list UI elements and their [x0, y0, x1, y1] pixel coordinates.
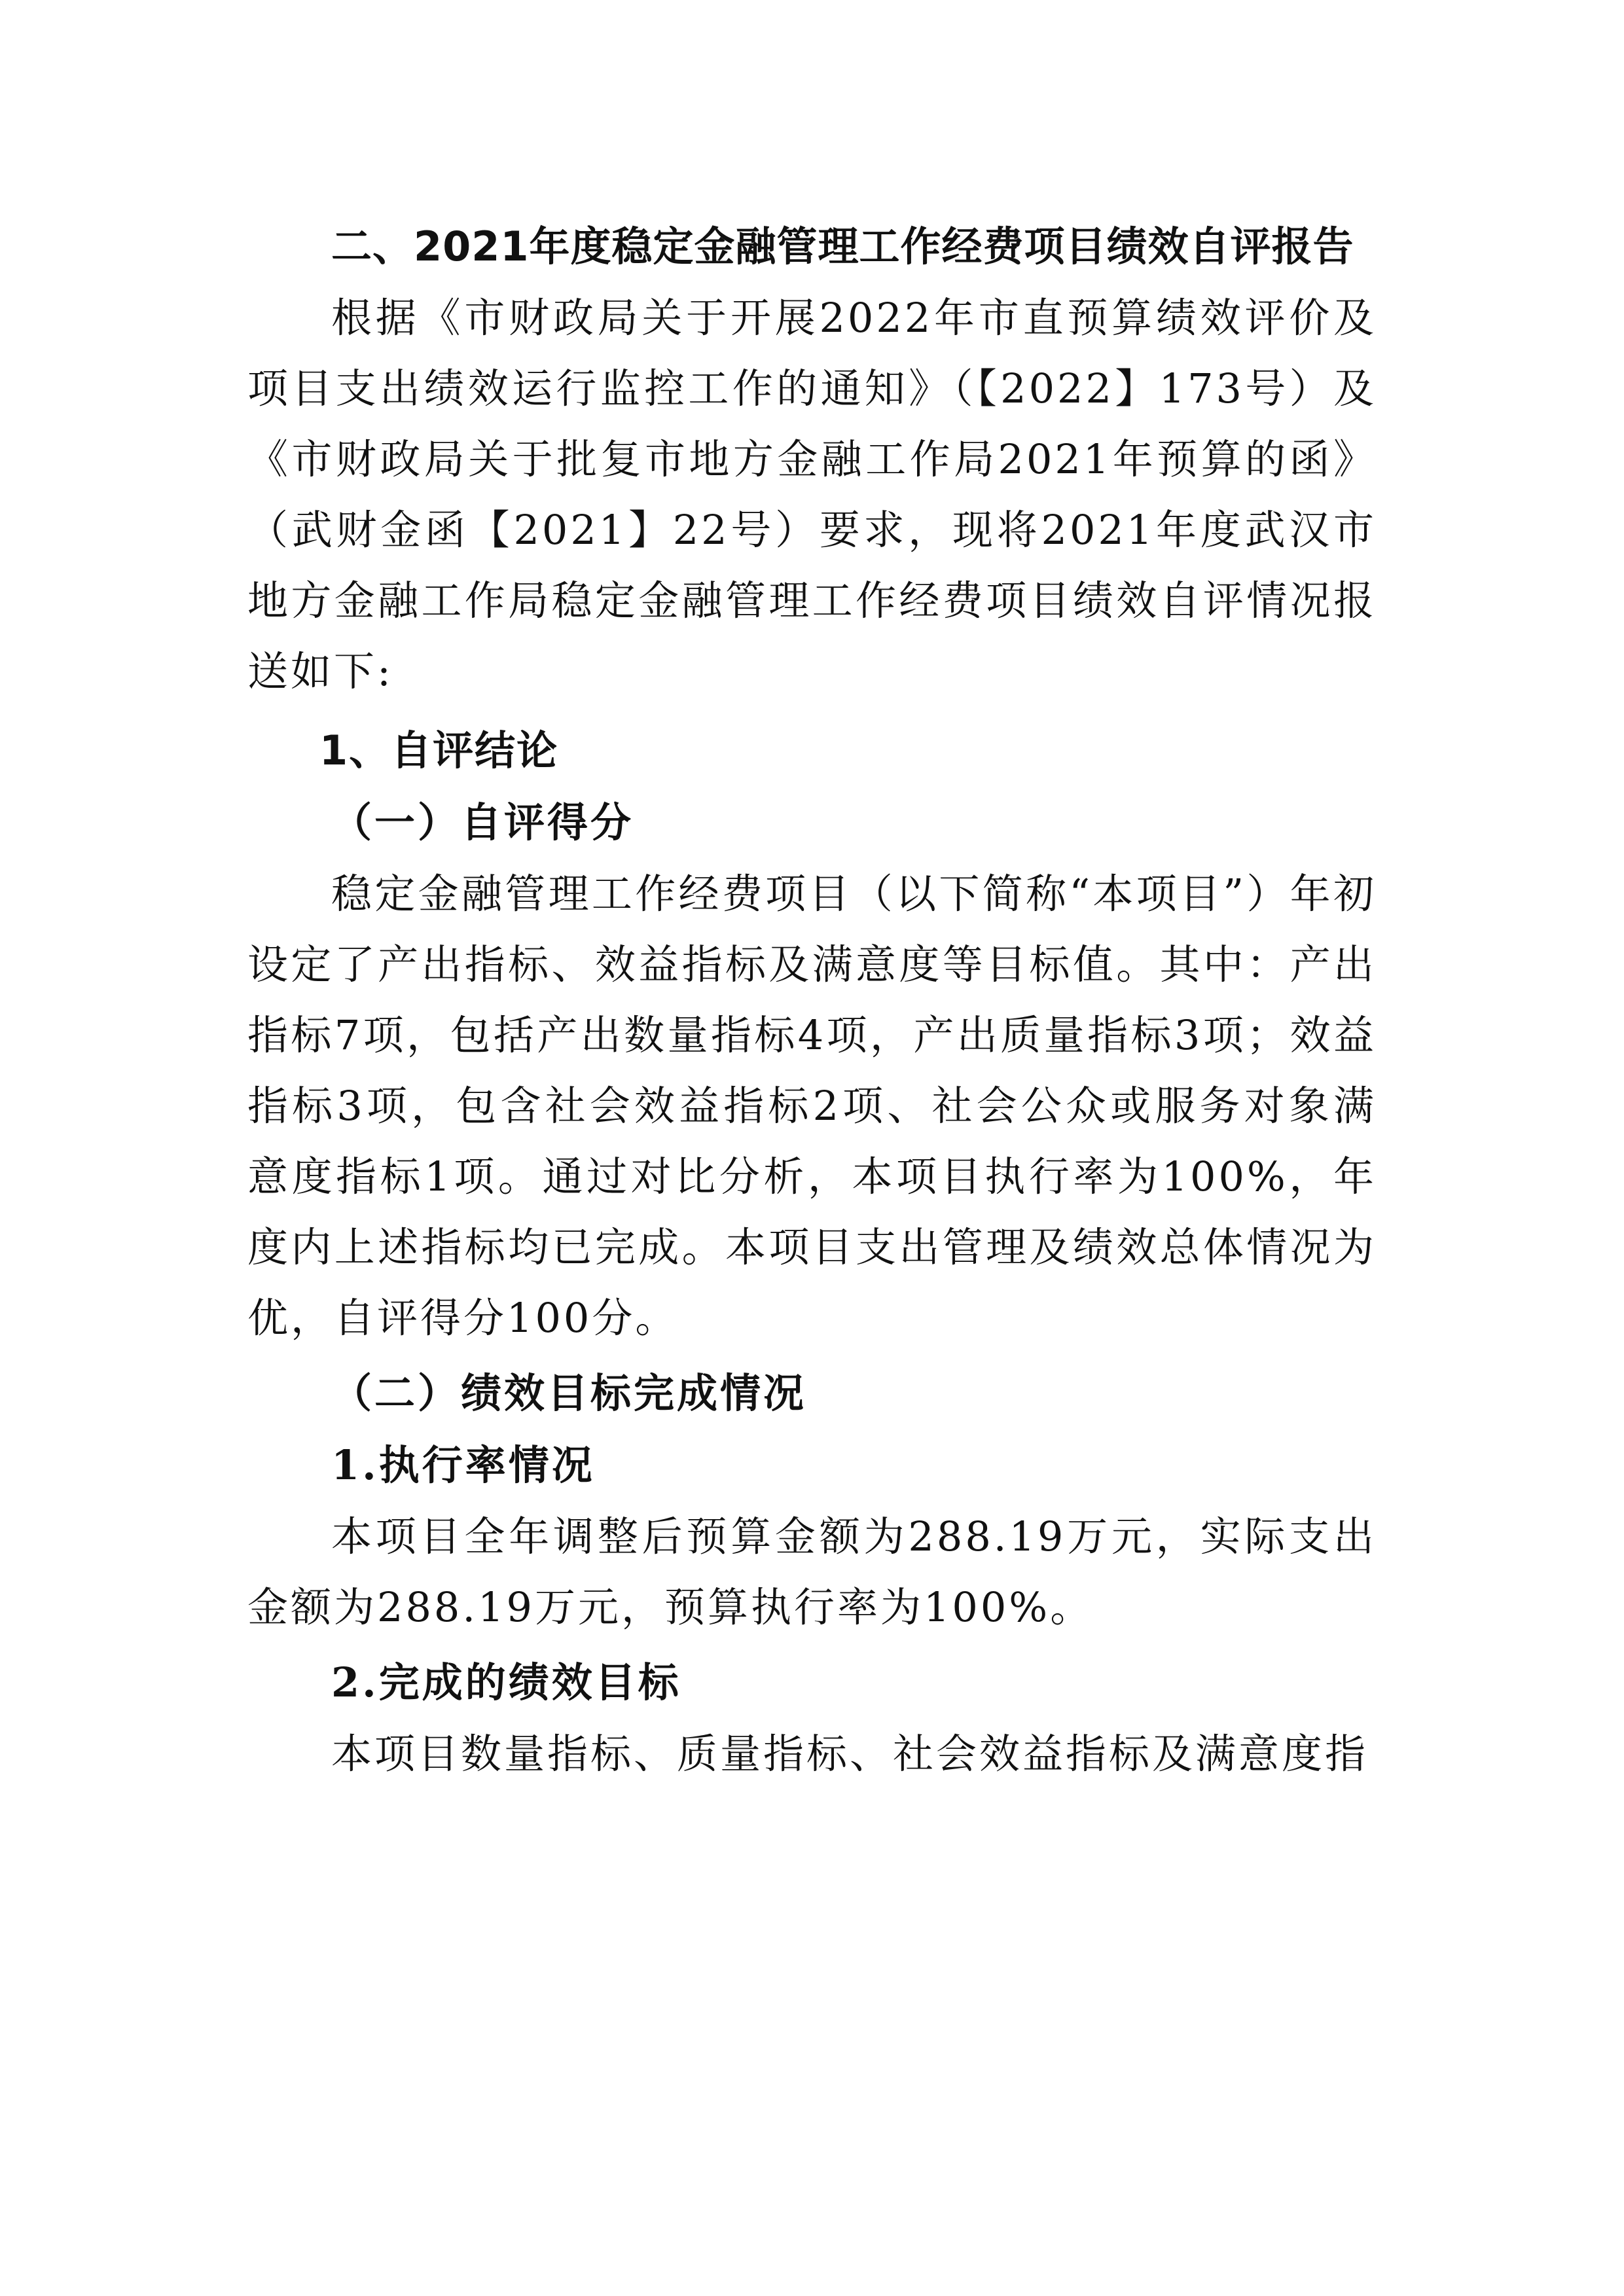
subsection-heading-self-evaluation-score: （一）自评得分	[331, 798, 634, 846]
subsection-heading-performance-goals: （二）绩效目标完成情况	[331, 1369, 807, 1417]
report-title: 二、2021年度稳定金融管理工作经费项目绩效自评报告	[331, 223, 1354, 270]
execution-rate-paragraph: 本项目全年调整后预算金额为288.19万元，实际支出金额为288.19万元，预算执行率为100%。	[247, 1513, 1377, 1631]
section-heading-self-evaluation-conclusion: 1、自评结论	[319, 726, 559, 774]
intro-paragraph: 根据《市财政局关于开展2022年市直预算绩效评价及项目支出绩效运行监控工作的通知》（【2022】173号）及《市财政局关于批复市地方金融工作局2021年预算的函》（武财金函【2021】22号）要求，现将2021年度武汉市地方金融工作局稳定金融管理工作经费项目绩效自评情况报送如下:	[247, 294, 1377, 695]
completed-goals-paragraph: 本项目数量指标、质量指标、社会效益指标及满意度指	[331, 1730, 1369, 1778]
self-evaluation-score-paragraph: 稳定金融管理工作经费项目（以下简称“本项目”）年初设定了产出指标、效益指标及满意度等目标值。其中：产出指标7项，包括产出数量指标4项，产出质量指标3项；效益指标3项，包含社会效益指标2项、社会公众或服务对象满意度指标1项。通过对比分析，本项目执行率为100%，年度内上述指标均已完成。本项目支出管理及绩效总体情况为优，自评得分100分。	[247, 870, 1377, 1342]
item-heading-completed-goals: 2.完成的绩效目标	[331, 1659, 681, 1706]
document-body	[247, 211, 1377, 1789]
item-heading-execution-rate: 1.执行率情况	[331, 1441, 595, 1489]
